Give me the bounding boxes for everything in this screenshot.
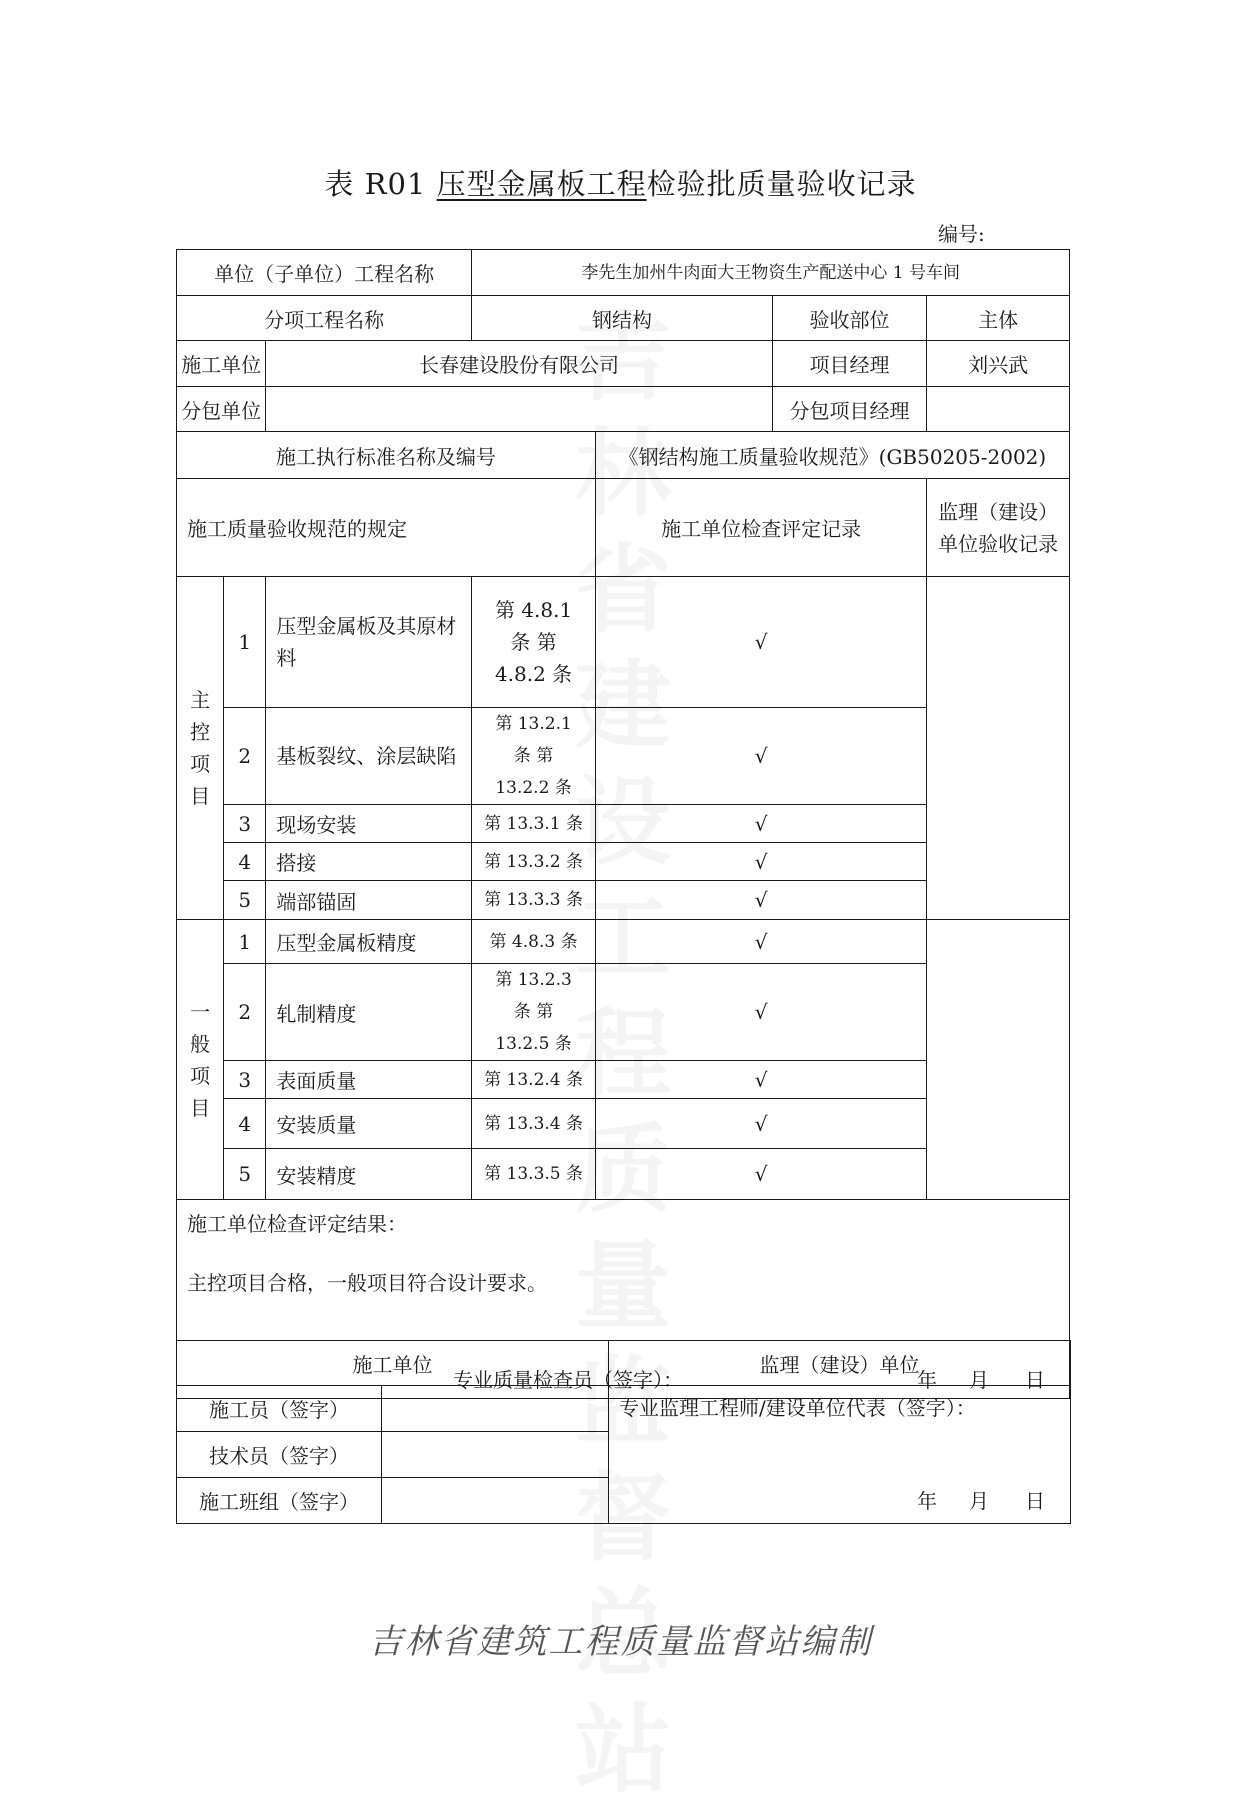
sig-supervisor-label: 专业监理工程师/建设单位代表（签字）：: [619, 1396, 976, 1420]
general-group-label: [177, 920, 224, 1200]
general-item-result: √: [595, 920, 926, 964]
footer-publisher: 吉林省建筑工程质量监督站编制: [368, 1622, 873, 1662]
standard-label: 施工执行标准名称及编号: [177, 432, 596, 479]
supervision-acceptance-label: 监理（建设）单位验收记录: [927, 479, 1070, 577]
main-item-name: 基板裂纹、涂层缺陷: [266, 708, 472, 805]
title-suffix: 检验批质量验收记录: [646, 167, 917, 201]
general-item-clause: 第 4.8.3 条: [472, 920, 596, 964]
general-item-name: 表面质量: [266, 1061, 472, 1099]
title-underlined: 压型金属板工程: [436, 167, 647, 201]
general-item-no: 3: [224, 1061, 266, 1099]
sig-day: 日: [1025, 1489, 1045, 1513]
general-text: 一般项目: [190, 999, 211, 1120]
inspector-day: 日: [1025, 1368, 1045, 1392]
sig-team-label: 施工班组（签字）: [177, 1478, 382, 1524]
title-prefix: 表 R01: [324, 167, 437, 201]
general-item-no: 5: [224, 1149, 266, 1200]
subcontractor-value: [266, 387, 772, 432]
sub-project-manager-label: 分包项目经理: [772, 387, 927, 432]
inspector-month: 月: [969, 1368, 989, 1392]
spec-provisions-label: 施工质量验收规范的规定: [177, 479, 596, 577]
main-item-clause: 第 13.2.1 条 第 13.2.2 条: [472, 708, 596, 805]
general-item-no: 2: [224, 964, 266, 1061]
inspection-table: [176, 249, 1070, 1399]
inspection-part-label: 验收部位: [772, 296, 927, 341]
subitem-name-value: 钢结构: [472, 296, 772, 341]
general-item-result: √: [595, 1149, 926, 1200]
sig-team-field[interactable]: [382, 1478, 609, 1524]
main-item-no: 4: [224, 843, 266, 881]
main-item-no: 5: [224, 881, 266, 920]
inspection-part-value: 主体: [927, 296, 1070, 341]
main-item-result: √: [595, 577, 926, 708]
general-item-name: 安装精度: [266, 1149, 472, 1200]
project-name-label: 单位（子单位）工程名称: [177, 250, 472, 296]
main-control-text: 主控项目: [190, 688, 211, 808]
main-item-result: √: [595, 843, 926, 881]
main-item-clause: 第 13.3.2 条: [472, 843, 596, 881]
main-item-name: 现场安装: [266, 805, 472, 843]
general-item-result: √: [595, 1099, 926, 1149]
supervisor-date-row: [609, 1485, 1070, 1515]
signature-table: [176, 1340, 1071, 1524]
main-item-no: 3: [224, 805, 266, 843]
subitem-name-label: 分项工程名称: [177, 296, 472, 341]
general-item-name: 轧制精度: [266, 964, 472, 1061]
sig-year: 年: [917, 1489, 937, 1513]
contractor-label: 施工单位: [177, 341, 266, 387]
document-title: [0, 162, 1241, 203]
general-item-clause: 第 13.2.4 条: [472, 1061, 596, 1099]
general-item-clause: 第 13.3.5 条: [472, 1149, 596, 1200]
main-item-name: 端部锚固: [266, 881, 472, 920]
sub-project-manager-value: [927, 387, 1070, 432]
subcontractor-label: 分包单位: [177, 387, 266, 432]
general-item-result: √: [595, 964, 926, 1061]
main-item-no: 1: [224, 577, 266, 708]
main-supervision-cell: [927, 577, 1070, 920]
inspector-signature-label: 专业质量检查员（签字）：: [453, 1368, 683, 1392]
main-item-result: √: [595, 805, 926, 843]
sig-tech-label: 技术员（签字）: [177, 1432, 382, 1478]
general-item-no: 4: [224, 1099, 266, 1149]
project-manager-value: 刘兴武: [927, 341, 1070, 387]
project-manager-label: 项目经理: [772, 341, 927, 387]
main-item-result: √: [595, 708, 926, 805]
sig-supervisor-cell: [609, 1386, 1071, 1524]
sig-supervision-header: 监理（建设）单位: [609, 1341, 1071, 1386]
main-item-clause: 第 4.8.1 条 第 4.8.2 条: [472, 577, 596, 708]
inspector-year: 年: [917, 1368, 937, 1392]
main-item-clause: 第 13.3.3 条: [472, 881, 596, 920]
main-control-group-label: [177, 577, 224, 920]
main-item-name: 搭接: [266, 843, 472, 881]
inspection-result-text: 主控项目合格，一般项目符合设计要求。: [187, 1271, 547, 1295]
contractor-value: 长春建设股份有限公司: [266, 341, 772, 387]
sig-month: 月: [969, 1489, 989, 1513]
general-item-name: 压型金属板精度: [266, 920, 472, 964]
general-item-clause: 第 13.2.3 条 第 13.2.5 条: [472, 964, 596, 1061]
sig-contractor-header: 施工单位: [177, 1341, 609, 1386]
main-item-result: √: [595, 881, 926, 920]
inspection-result-label: 施工单位检查评定结果：: [187, 1212, 407, 1236]
general-item-clause: 第 13.3.4 条: [472, 1099, 596, 1149]
sig-worker-field[interactable]: [382, 1386, 609, 1432]
general-item-no: 1: [224, 920, 266, 964]
project-name-value: 李先生加州牛肉面大王物资生产配送中心 1 号车间: [472, 250, 1070, 296]
main-item-name: 压型金属板及其原材料: [266, 577, 472, 708]
general-supervision-cell: [927, 920, 1070, 1200]
general-item-name: 安装质量: [266, 1099, 472, 1149]
sig-tech-field[interactable]: [382, 1432, 609, 1478]
sig-worker-label: 施工员（签字）: [177, 1386, 382, 1432]
general-item-result: √: [595, 1061, 926, 1099]
check-record-label: 施工单位检查评定记录: [595, 479, 926, 577]
serial-number-label: 编号:: [938, 222, 985, 246]
main-item-no: 2: [224, 708, 266, 805]
main-item-clause: 第 13.3.1 条: [472, 805, 596, 843]
standard-value: 《钢结构施工质量验收规范》(GB50205-2002): [595, 432, 1069, 479]
